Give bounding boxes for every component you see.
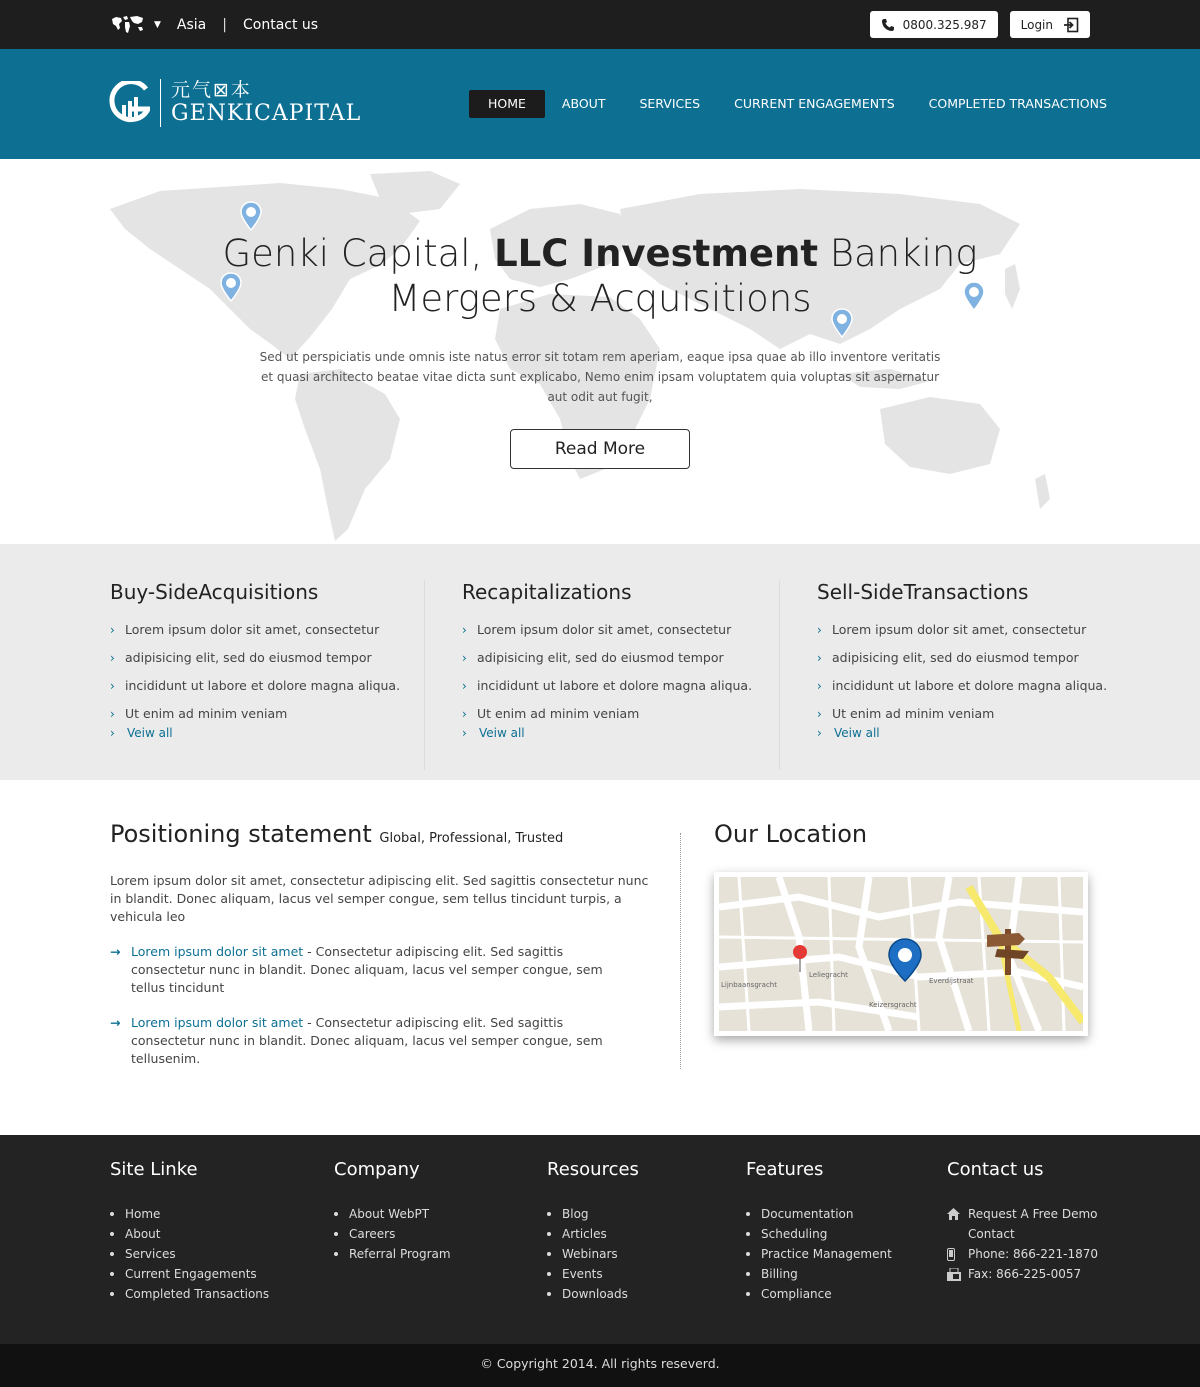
chevron-right-icon: › xyxy=(462,707,467,721)
positioning-lead: Lorem ipsum dolor sit amet, consectetur adipiscing elit. Sed sagittis consectetur nunc in blandit. Donec aliquam, lacus vel semper congue, sem tellus tincidunt turpis, a vehicula leo xyxy=(110,873,649,924)
bullet-icon xyxy=(110,1232,114,1236)
positioning-item-text xyxy=(131,943,610,997)
footer-link[interactable] xyxy=(746,1204,892,1224)
service-title: Sell-SideTransactions xyxy=(817,580,1029,604)
list-item xyxy=(817,620,1117,648)
list-item-text: Ut enim ad minim veniam xyxy=(477,706,640,721)
footer-link-label: Blog xyxy=(562,1207,589,1221)
view-all-label: Veiw all xyxy=(127,726,173,740)
main-nav xyxy=(469,90,1124,118)
phone-icon xyxy=(881,18,895,32)
region-caret-icon[interactable]: ▼ xyxy=(154,19,161,30)
footer-link-label: Referral Program xyxy=(349,1247,451,1261)
footer-site-links xyxy=(110,1159,269,1304)
logo-mark-icon xyxy=(108,81,150,125)
positioning-title xyxy=(110,820,650,848)
bullet-icon xyxy=(746,1252,750,1256)
chevron-right-icon: › xyxy=(110,651,115,665)
street-label: Lijnbaansgracht xyxy=(721,981,777,989)
positioning-item-link[interactable]: Lorem ipsum dolor sit amet xyxy=(131,1015,304,1030)
footer-link[interactable] xyxy=(110,1264,269,1284)
footer-link-label: About WebPT xyxy=(349,1207,430,1221)
footer-link-label: Current Engagements xyxy=(125,1267,257,1281)
footer-link[interactable] xyxy=(110,1204,269,1224)
footer-list xyxy=(746,1204,892,1304)
list-item-text: incididunt ut labore et dolore magna aliqua. xyxy=(832,678,1108,693)
list-item xyxy=(817,676,1117,704)
request-demo-label: Request A Free Demo xyxy=(968,1207,1098,1221)
chevron-right-icon: › xyxy=(817,726,822,740)
footer-link-label: Compliance xyxy=(761,1287,832,1301)
chevron-right-icon: › xyxy=(817,707,822,721)
login-label: Login xyxy=(1020,17,1053,32)
positioning-item-body: - Consectetur adipiscing elit. Sed sagittis consectetur nunc in blandit. Donec aliquam, lacus vel semper congue, sem tellusenim. xyxy=(131,1015,603,1066)
nav-about[interactable]: ABOUT xyxy=(561,96,606,111)
street-label: Leliegracht xyxy=(809,971,848,979)
chevron-right-icon: › xyxy=(110,726,115,740)
footer-link-label: Practice Management xyxy=(761,1247,892,1261)
service-title: Buy-SideAcquisitions xyxy=(110,580,319,604)
list-item-text: Lorem ipsum dolor sit amet, consectetur xyxy=(125,622,380,637)
read-more-button[interactable]: Read More xyxy=(510,429,690,469)
top-bar-right xyxy=(870,11,1090,38)
fax-info xyxy=(947,1264,1098,1284)
copyright-bar: © Copyright 2014. All rights reseverd. xyxy=(0,1344,1200,1387)
login-icon xyxy=(1063,17,1079,33)
login-button[interactable] xyxy=(1010,11,1090,38)
logo-chinese: 元气⊠本 xyxy=(171,79,252,101)
phone-label: Phone: 866-221-1870 xyxy=(968,1247,1099,1261)
footer-list xyxy=(110,1204,269,1304)
footer-link-label: Completed Transactions xyxy=(125,1287,270,1301)
footer-link-label: Billing xyxy=(761,1267,798,1281)
bullet-icon xyxy=(110,1212,114,1216)
footer-heading: Resources xyxy=(547,1159,639,1180)
footer-link[interactable] xyxy=(547,1284,639,1304)
list-item xyxy=(817,648,1117,676)
footer-link-label: Webinars xyxy=(562,1247,618,1261)
home-icon xyxy=(947,1208,968,1220)
positioning-item xyxy=(110,1014,610,1068)
footer-link[interactable] xyxy=(547,1224,639,1244)
main-header xyxy=(0,49,1200,159)
hero-title-bold: LLC Investment xyxy=(494,232,819,275)
top-bar-left xyxy=(110,0,318,49)
mobile-phone-icon xyxy=(947,1248,968,1261)
request-demo-link[interactable] xyxy=(947,1204,1098,1224)
arrow-right-icon: → xyxy=(110,1015,121,1030)
chevron-right-icon: › xyxy=(817,651,822,665)
footer-link[interactable] xyxy=(746,1224,892,1244)
positioning-item-link[interactable]: Lorem ipsum dolor sit amet xyxy=(131,944,304,959)
chevron-right-icon: › xyxy=(110,623,115,637)
list-item-text: Lorem ipsum dolor sit amet, consectetur xyxy=(832,622,1087,637)
footer-link-label: Documentation xyxy=(761,1207,854,1221)
footer-resources xyxy=(547,1159,639,1304)
street-label: Everdijstraat xyxy=(929,977,974,985)
list-item-text: adipisicing elit, sed do eiusmod tempor xyxy=(832,650,1079,665)
chevron-right-icon: › xyxy=(462,623,467,637)
chevron-right-icon: › xyxy=(817,679,822,693)
service-column-sell-side xyxy=(817,580,1117,740)
list-item-text: adipisicing elit, sed do eiusmod tempor xyxy=(477,650,724,665)
logo-divider xyxy=(160,79,161,127)
footer-heading: Company xyxy=(334,1159,420,1180)
street-label: Keizersgracht xyxy=(869,1001,917,1009)
service-list xyxy=(110,620,410,732)
footer-company xyxy=(334,1159,451,1264)
footer-heading: Site Linke xyxy=(110,1159,198,1180)
region-selector[interactable]: Asia xyxy=(176,16,207,33)
footer-link[interactable] xyxy=(334,1204,451,1224)
list-item-text: Ut enim ad minim veniam xyxy=(125,706,288,721)
footer-link[interactable] xyxy=(746,1264,892,1284)
hero-section xyxy=(0,159,1200,544)
list-item-text: adipisicing elit, sed do eiusmod tempor xyxy=(125,650,372,665)
footer-link[interactable] xyxy=(110,1284,269,1304)
footer-link[interactable] xyxy=(334,1244,451,1264)
services-section xyxy=(0,544,1200,780)
footer-contact xyxy=(947,1159,1098,1284)
footer-list xyxy=(334,1204,451,1264)
top-bar xyxy=(0,0,1200,49)
column-divider xyxy=(779,580,780,770)
location-section xyxy=(714,820,974,1009)
bullet-icon xyxy=(746,1232,750,1236)
list-item-text: incididunt ut labore et dolore magna aliqua. xyxy=(477,678,753,693)
chevron-right-icon: › xyxy=(110,707,115,721)
footer xyxy=(0,1135,1200,1344)
contact-label: Contact xyxy=(968,1227,1015,1241)
footer-link[interactable] xyxy=(547,1204,639,1224)
footer-link-label: Careers xyxy=(349,1227,396,1241)
location-title: Our Location xyxy=(714,820,868,848)
bullet-icon xyxy=(110,1252,114,1256)
chevron-right-icon: › xyxy=(462,726,467,740)
bullet-icon xyxy=(746,1272,750,1276)
hero-title xyxy=(0,231,1200,321)
section-divider xyxy=(680,833,681,1069)
positioning-item-text xyxy=(131,1014,610,1068)
location-map[interactable] xyxy=(714,872,1088,1036)
chevron-right-icon: › xyxy=(817,623,822,637)
positioning-item-body: - Consectetur adipiscing elit. Sed sagittis consectetur nunc in blandit. Donec aliquam, lacus vel semper congue, sem tellus tincidunt xyxy=(131,944,603,995)
logo-text xyxy=(171,79,361,127)
bullet-icon xyxy=(547,1232,551,1236)
arrow-right-icon: → xyxy=(110,944,121,959)
footer-link-label: Home xyxy=(125,1207,161,1221)
contact-link[interactable] xyxy=(947,1224,1098,1244)
bullet-icon xyxy=(547,1272,551,1276)
bullet-icon xyxy=(547,1292,551,1296)
bullet-icon xyxy=(334,1252,338,1256)
footer-heading: Features xyxy=(746,1159,824,1180)
service-column-buy-side xyxy=(110,580,410,740)
hero-title-post: Banking xyxy=(818,232,978,275)
footer-link-label: Scheduling xyxy=(761,1227,828,1241)
footer-link[interactable] xyxy=(746,1244,892,1264)
hero-title-line2: Mergers & Acquisitions xyxy=(388,277,812,320)
list-item xyxy=(462,620,762,648)
genki-capital-logo[interactable] xyxy=(108,79,361,127)
bullet-icon xyxy=(110,1272,114,1276)
chevron-right-icon: › xyxy=(462,651,467,665)
footer-link-label: Articles xyxy=(562,1227,607,1241)
list-item xyxy=(110,648,410,676)
positioning-title-main: Positioning statement xyxy=(110,820,372,848)
bullet-icon xyxy=(547,1252,551,1256)
footer-link[interactable] xyxy=(746,1284,892,1304)
list-item xyxy=(110,676,410,704)
footer-list xyxy=(947,1204,1098,1284)
phone-info xyxy=(947,1244,1098,1264)
list-item xyxy=(462,648,762,676)
list-item-text: Ut enim ad minim veniam xyxy=(832,706,995,721)
view-all-label: Veiw all xyxy=(834,726,880,740)
bullet-icon xyxy=(746,1292,750,1296)
service-list xyxy=(462,620,762,732)
service-title: Recapitalizations xyxy=(462,580,632,604)
logo-english: GENKICAPITAL xyxy=(171,101,362,126)
service-list xyxy=(817,620,1117,732)
nav-completed-transactions[interactable]: COMPLETED TRANSACTIONS xyxy=(928,96,1107,111)
bullet-icon xyxy=(334,1232,338,1236)
footer-features xyxy=(746,1159,892,1304)
bullet-icon xyxy=(334,1212,338,1216)
column-divider xyxy=(424,580,425,770)
positioning-section xyxy=(110,820,650,1068)
fax-icon xyxy=(947,1268,968,1281)
service-column-recapitalizations xyxy=(462,580,762,740)
footer-link-label: Services xyxy=(125,1247,176,1261)
fax-label: Fax: 866-225-0057 xyxy=(968,1267,1082,1281)
chevron-right-icon: › xyxy=(110,679,115,693)
nav-current-engagements[interactable]: CURRENT ENGAGEMENTS xyxy=(734,96,895,111)
footer-link[interactable] xyxy=(110,1244,269,1264)
footer-link-label: About xyxy=(125,1227,161,1241)
list-item xyxy=(462,676,762,704)
view-all-label: Veiw all xyxy=(479,726,525,740)
footer-link[interactable] xyxy=(334,1224,451,1244)
nav-home[interactable]: HOME xyxy=(469,90,545,118)
positioning-item xyxy=(110,943,610,997)
world-map-icon[interactable] xyxy=(110,14,146,36)
location-pin-icon[interactable] xyxy=(240,201,262,231)
chevron-right-icon: › xyxy=(462,679,467,693)
divider: | xyxy=(222,16,227,33)
bullet-icon xyxy=(110,1292,114,1296)
phone-button[interactable] xyxy=(870,11,998,38)
footer-link[interactable] xyxy=(547,1264,639,1284)
footer-link[interactable] xyxy=(547,1244,639,1264)
list-item-text: incididunt ut labore et dolore magna aliqua. xyxy=(125,678,401,693)
map-image xyxy=(719,877,1083,1031)
footer-link-label: Downloads xyxy=(562,1287,628,1301)
bullet-icon xyxy=(746,1212,750,1216)
hero-title-pre: Genki Capital, xyxy=(222,232,495,275)
footer-link-label: Events xyxy=(562,1267,603,1281)
positioning-subtitle: Global, Professional, Trusted xyxy=(379,831,564,846)
hero-description: Sed ut perspiciatis unde omnis iste natus error sit totam rem aperiam, eaque ipsa quae ab illo inventore veritatis et quasi architecto beatae vitae dicta sunt explicabo, Nemo enim ipsam voluptatem quia voluptas sit aspernatur aut odit aut fugit, xyxy=(259,350,941,404)
bullet-icon xyxy=(547,1212,551,1216)
list-item xyxy=(110,620,410,648)
list-item-text: Lorem ipsum dolor sit amet, consectetur xyxy=(477,622,732,637)
phone-number: 0800.325.987 xyxy=(902,17,987,32)
footer-list xyxy=(547,1204,639,1304)
nav-services[interactable]: SERVICES xyxy=(639,96,701,111)
footer-link[interactable] xyxy=(110,1224,269,1244)
contact-us-link[interactable]: Contact us xyxy=(242,16,319,33)
footer-heading: Contact us xyxy=(947,1159,1044,1180)
